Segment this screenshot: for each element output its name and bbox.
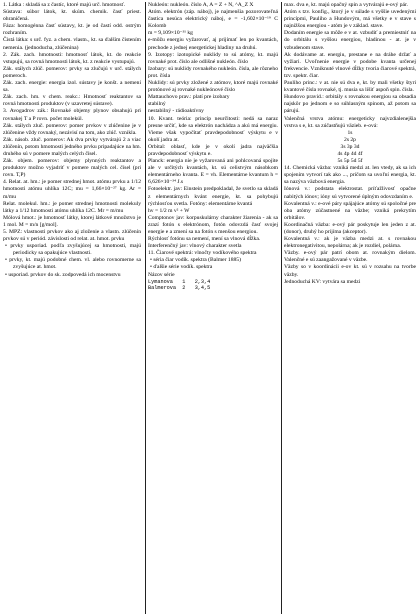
paragraph: Iónová v.: podstata elektrostat. príťažlivosť opačne nabitých iónov; ióny sú vytvorené úplným odovzdaním e. — [284, 186, 416, 200]
paragraph: Lymanova 1 2,3,4 — [148, 278, 211, 285]
paragraph: Sústava: súbor látok, kt. skúm. chemik. časť priest. ohraničená. — [3, 9, 141, 23]
column-3 — [281, 2, 418, 614]
paragraph: stabilný — [148, 101, 166, 108]
paragraph: Väzby. e-ový pár patrí obom at. rovnakým dielom. Valenčné e sú zaangažované v väzbe. — [284, 250, 416, 264]
paragraph: 5. MPZ: vlastnosti prvkov ako aj zloženie a vlastn. zlúčenín prvkov sú v periód. závislosti od relat. at. hmot. prvku — [3, 229, 141, 243]
paragraph: Nuklidy: sú prvky zložené z atómov, ktoré majú rovnaké protónové aj rovnaké nukleónové číslo — [148, 80, 278, 94]
paragraph: 2s 2p — [344, 136, 356, 143]
paragraph: Fáza: homogénna časť sústavy, kt. je od častí odd. ostrým rozhraním. — [3, 23, 141, 37]
paragraph: Zák. násob. zluč. pomerov: Ak dva prvky vytvárajú 2 a viac zlúčenín, potom hmotnosti jedného prvku pripadajúce na hm. druhého sú v pomere malých celých čísel. — [3, 136, 141, 157]
paragraph: Kovalentná v.: ak je väzba medzi at. s rovnakou elektronegativitou, nepolárna; ak je rozdiel, polárna. — [284, 236, 416, 250]
paragraph: Dodaním energie sa môže e v at. vzbudiť a premiestniť na do orbitálu s vyššou energiou, hladinou - at. je v vzbudenom stave. — [284, 30, 416, 51]
paragraph: 3. Avogadrov zák.: Rovnaké objemy plynov obsahujú pri rovnakej T a P rovn. počet molekúl. — [3, 108, 141, 122]
paragraph: Koordinačná väzba: e-ový pár poskytuje len jeden z at. (donor), druhý ho prijíma (akceptor). — [284, 221, 416, 235]
paragraph: Pauliho princ.: v at. nie sú dva e, kt. by mali všetky štyri kvantové čísla rovnaké, tj. musia sa líšiť aspoň spin. čísla. — [284, 80, 416, 94]
paragraph: Balmerova 2 3,4,5 — [148, 285, 211, 292]
paragraph: Hundovo pravid.: orbitály s rovnakou energiou sa obsadia najskôr po jednom e so súhlasným spinom, až potom sa párujú. — [284, 94, 416, 115]
paragraph: Planck: energia nie je vyžarovaná ani pohlcovaná spojite ale v určitých kvantách, kt. sú celistvým násobkom elementárneho kvanta. E = vh. Elementárne kvantum h = 6,626×10⁻³⁴ J.s — [148, 158, 278, 186]
paragraph: Izobary: sú nuklidy rovnakého nukleón. čísla, ale rôzneho prot. čísla — [148, 65, 278, 79]
paragraph: Zák. zach. energie: energia izol. sústavy je konšt. a nemení sa. — [3, 80, 141, 94]
paragraph: 2. Zák. zach. hmotnosti: hmotnosť látok, kt. do reakcie vstupujú, sa rovná hmotnosti látok, kt. z reakcie vystupujú. — [3, 51, 141, 65]
paragraph: 14. Chemická väzba: vzniká medzi at. len vtedy, ak sa ich spojením vytvorí tak ako ..., pričom sa uvoľní energia, kt. sa nazýva väzbová energia. — [284, 165, 416, 186]
paragraph: • prvky usporiad. podľa zvyšujúcej sa hmotnosti, majú periodicky sa opakujúce vlastnosti. — [5, 243, 141, 257]
paragraph: Valenčná vrstva atómu: energeticky najvzdialenejšia vrstva s e, kt. sa zúčastňujú väzieb. e-ová: — [284, 115, 416, 129]
paragraph: 10. Kvant. teória: princíp neurčitosti: nedá sa naraz presne určiť, kde sa elektrón nachádza a akú má energiu. Vieme však vypočítať pravdepodobnosť výskytu e v okolí jadra at. — [148, 115, 278, 143]
paragraph: 1. Látka : skladá sa z častíc, ktoré majú urč. hmotnosť. — [3, 2, 126, 8]
paragraph: Kovalentná v.: e-ové páry spájajúce atómy sú spoločné pre oba atómy zúčastnené na väzbe; vzniká prekrytím orbitálov. — [284, 200, 416, 221]
paragraph: hv = 1/2 m v² + W — [148, 207, 190, 214]
paragraph: • séria čiar vodík. spektra (Balmer 1885) — [150, 257, 241, 264]
paragraph: Mólová hmot.: je hmotnosť látky, ktorej látkové množstvo je 1 mol. M = m/n [g/mol]. — [3, 214, 141, 228]
paragraph: Zák. stálych zlúč. pomerov: prvky sa zlučujú v urč. stálych pomeroch. — [3, 65, 141, 79]
paragraph: Comptonov jav: korpuskulárny charakter žiarenia - ak sa zrazí fotón s elektrónom, fotón odovzdá časť svojej energie e a zmení sa na fotón s menšou energiou. — [148, 214, 278, 235]
paragraph: 11. Čiarové spektrá: vlnočty vodíkového spektra — [148, 250, 257, 257]
paragraph: Relat. molekul. hm.: je pomer strednej hmotnosti molekuly látky a 1/12 hmotnosti atómu uhlíka 12C. Mr = m/mu — [3, 200, 141, 214]
paragraph: • ďalšie série vodík. spektra — [150, 264, 213, 271]
paragraph: e-môžu energiu vyžarovať, aj prijímať len po kvantách, prechode z jednej energetickej hladiny na druhú. — [148, 37, 278, 51]
paragraph: Ak dodávame at. energiu, prestane e na dráhe držať a vyžiari. Uvoľnenie energie v podobe kvanta určenej frekvencie. Vzniknuté vlnové dĺžky tvoria čiarové spektrá, tzv. spektr. čiar. — [284, 51, 416, 79]
paragraph: Názov série — [148, 271, 175, 278]
paragraph: Nukleón: nukleón. číslo A, A = Z + N, ^A_Z X — [148, 2, 254, 8]
paragraph: Fotoelektr. jav: Einstein predpokladal, že svetlo sa skladá z elementárnych kvánt energie, kt. sa pohybujú rýchlosťou svetla. Fotóny: elementárne kvantá — [148, 186, 278, 207]
column-2 — [145, 2, 280, 614]
paragraph: Orbital: oblasť, kde je v okolí jadra najväčšia pravdepodobnosť výskytu e. — [148, 143, 278, 157]
paragraph: nestabilný - rádioaktívny — [148, 108, 204, 115]
paragraph: • usporiad. prvkov do sk. zodpovedá ich mocenstvu — [5, 271, 121, 278]
paragraph: Interferenčný jav: vlnový charakter svetla — [148, 243, 242, 250]
paragraph: Zák. stálych zluč. pomerov: pomer prvkov v zlúčenine je v zlúčenine vždy rovnaký, nezávisí na tom, ako zlúč. vznikla. — [3, 122, 141, 136]
paragraph: 1s — [347, 129, 353, 136]
paragraph: Zák. objem. pomerov: objemy plynných reaktantov a produktov možno vyjadriť v pomere malých cel. čísel (pri rovn. T,P) — [3, 158, 141, 179]
column-1 — [1, 2, 143, 614]
paragraph: 9. Izotopy: izotopické nuklidy to sú atómy, kt. majú rovnaké prot. číslo ale odlišné nukleón. číslo — [148, 51, 278, 65]
paragraph: Mattauchovo prav.: platí pre izobary — [148, 94, 230, 101]
paragraph: Zák. zach. hm. v chem. reakc.: Hmotnosť reaktantov sa rovná hmotnosti produktov (v uzavretej sústave). — [3, 94, 141, 108]
paragraph: 4. Relat. at. hm.: je pomer strednej hmot. atómu prvku a 1/12 hmotnosti atómu uhlíka 12C; mu = 1,66×10⁻²⁷ kg. Ar = m/mu — [3, 179, 141, 200]
paragraph: m = 9,109×10⁻³¹ kg — [148, 30, 193, 37]
paragraph: 4s 4p 4d 4f — [337, 150, 363, 157]
paragraph: Jednoduchá KV: vytvára sa medzi — [284, 278, 361, 285]
paragraph: 3s 3p 3d — [340, 143, 360, 150]
paragraph: max. dva e, kt. majú opačný spin a vytvárajú e-ový pár. — [284, 2, 408, 8]
paragraph: • prvky, kt. majú podobné chem. vl. alebo rovnomerne sa zvyšujúce at. hmot. — [5, 257, 141, 271]
paragraph: Atóm. elektrón (záp. náboj), je najmenšia pozorovateľná častica nesúca elektrický náboj, e = -1,602×10⁻¹⁹ C Kolomb — [148, 9, 278, 30]
paragraph: Rýchlosť fotónu sa nemení, mení sa vlnová dĺžka. — [148, 236, 261, 243]
paragraph: Väzby so v koordinácii e-ov kt. sú v rozsahu na tvorbe väzby. — [284, 264, 416, 278]
paragraph: 5s 5p 5d 5f — [337, 158, 363, 165]
paragraph: Atóm s tzv. konfig., ktorý je v súlade s vyššie uvedenými princípmi, Pauliho a Hundovým, má všetky e v stave s najnižšou energiou - atóm je v základ. stave. — [284, 9, 416, 30]
paragraph: Čistá látka: s urč. fyz. a chem. vlastn., kt. sa ďalším čistením nemenia. (jednoducha, zlúčenina) — [3, 37, 141, 51]
